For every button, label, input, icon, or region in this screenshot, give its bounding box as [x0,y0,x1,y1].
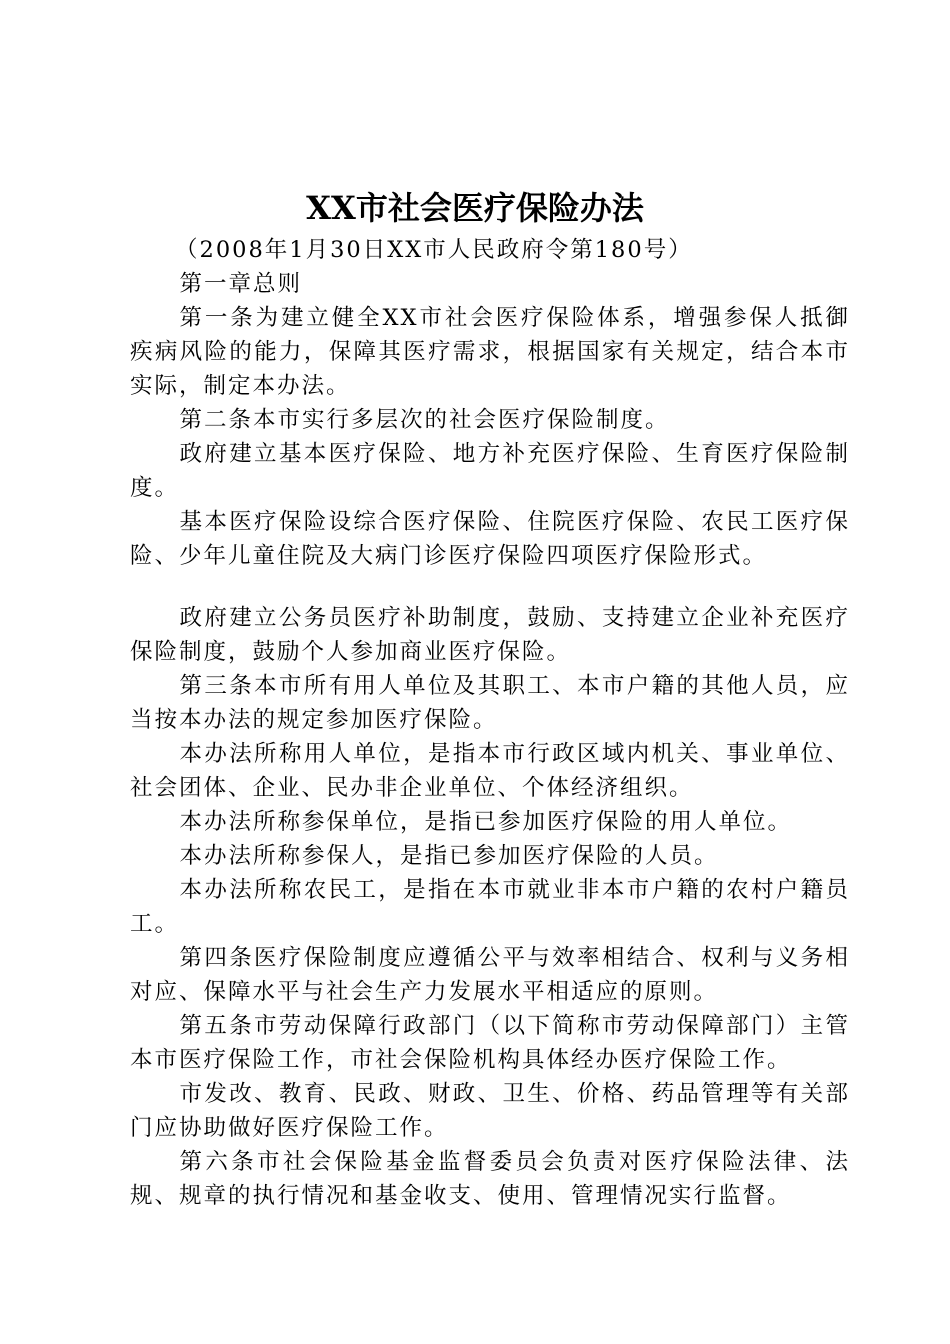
decree-info: （2008年1月30日XX市人民政府令第180号） [175,237,693,263]
chapter-heading: 第一章总则 [179,271,303,297]
article-3: 第三条本市所有用人单位及其职工、本市户籍的其他人员，应当按本办法的规定参加医疗保险。 [130,673,850,733]
article-4: 第四条医疗保险制度应遵循公平与效率相结合、权利与义务相对应、保障水平与社会生产力发展水平相适应的原则。 [130,945,850,1005]
article-2-paragraph-3: 基本医疗保险设综合医疗保险、住院医疗保险、农民工医疗保险、少年儿童住院及大病门诊医疗保险四项医疗保险形式。 [130,509,850,569]
article-5: 第五条市劳动保障行政部门（以下简称市劳动保障部门）主管本市医疗保险工作，市社会保险机构具体经办医疗保险工作。 [130,1013,850,1073]
article-3-paragraph-2: 本办法所称用人单位，是指本市行政区域内机关、事业单位、社会团体、企业、民办非企业单位、个体经济组织。 [130,741,850,801]
article-1: 第一条为建立健全XX市社会医疗保险体系，增强参保人抵御疾病风险的能力，保障其医疗需求，根据国家有关规定，结合本市实际，制定本办法。 [130,305,850,399]
document-body [130,233,850,1213]
article-2: 第二条本市实行多层次的社会医疗保险制度。 [179,407,670,433]
article-6: 第六条市社会保险基金监督委员会负责对医疗保险法律、法规、规章的执行情况和基金收支、使用、管理情况实行监督。 [130,1149,850,1209]
article-3-paragraph-4: 本办法所称参保人，是指已参加医疗保险的人员。 [179,843,719,869]
document-title: XX市社会医疗保险办法 [306,189,644,227]
article-3-paragraph-5: 本办法所称农民工，是指在本市就业非本市户籍的农村户籍员工。 [130,877,850,937]
article-5-paragraph-2: 市发改、教育、民政、财政、卫生、价格、药品管理等有关部门应协助做好医疗保险工作。 [130,1081,850,1141]
article-2-paragraph-4: 政府建立公务员医疗补助制度，鼓励、支持建立企业补充医疗保险制度，鼓励个人参加商业医疗保险。 [130,605,850,665]
article-3-paragraph-3: 本办法所称参保单位，是指已参加医疗保险的用人单位。 [179,809,793,835]
article-2-paragraph-2: 政府建立基本医疗保险、地方补充医疗保险、生育医疗保险制度。 [130,441,850,501]
